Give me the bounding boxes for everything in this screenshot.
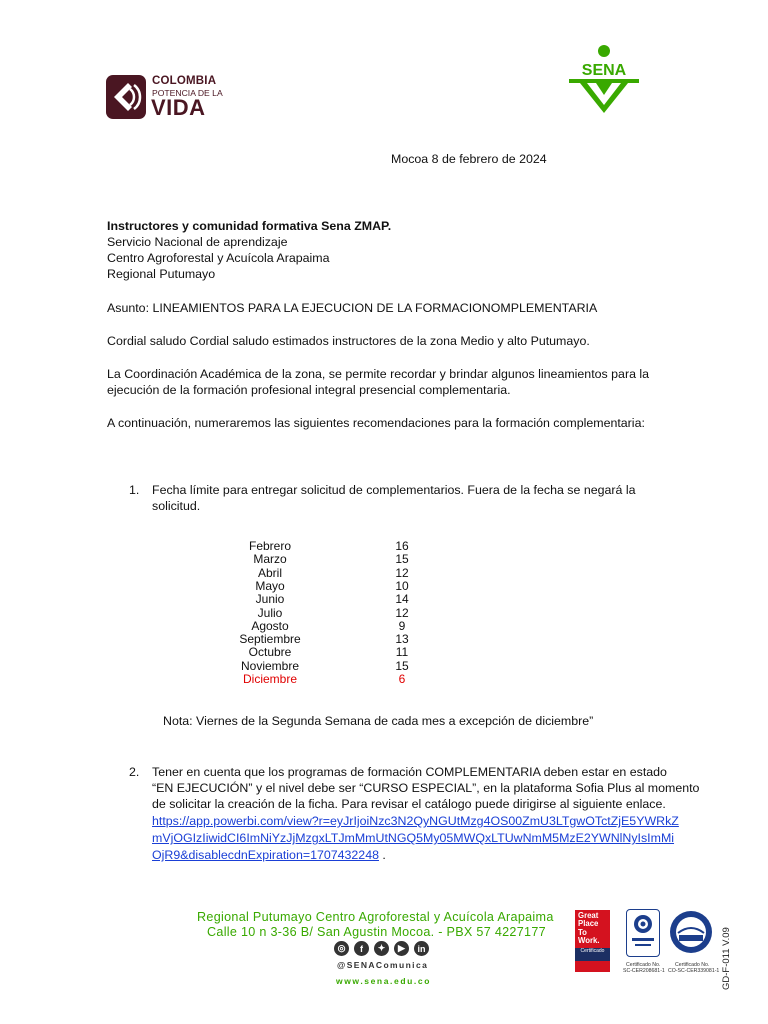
footer-address-line-1: Regional Putumayo Centro Agroforestal y Acuícola Arapaima — [197, 910, 554, 924]
deadline-row — [232, 646, 412, 659]
deadline-month: Febrero — [248, 539, 292, 553]
deadline-row — [232, 580, 412, 593]
deadline-row — [232, 540, 412, 553]
deadline-row — [232, 607, 412, 620]
deadline-day: 9 — [398, 618, 406, 633]
deadline-row — [232, 633, 412, 646]
deadline-month: Septiembre — [239, 632, 301, 647]
deadline-note: Nota: Viernes de la Segunda Semana de cada mes a excepción de diciembre” — [163, 714, 594, 728]
intro-line-1: La Coordinación Académica de la zona, se permite recordar y brindar algunos lineamientos para la — [107, 367, 650, 381]
deadline-day: 15 — [395, 552, 409, 567]
item-1-line-1: Fecha límite para entregar solicitud de complementarios. Fuera de la fecha se negará la — [152, 483, 636, 497]
gptw-certified-bar: Certificado — [575, 948, 610, 961]
youtube-icon[interactable]: ▶ — [394, 941, 409, 956]
deadline-day: 16 — [395, 539, 409, 553]
colombia-logo-vida: VIDA — [151, 95, 206, 120]
icontec-icon — [627, 910, 659, 956]
catalog-link-line-3-wrapper — [152, 847, 386, 864]
intro-line-2: ejecución de la formación profesional integral presencial complementaria. — [107, 383, 511, 397]
deadline-row — [232, 567, 412, 580]
deadline-day: 13 — [395, 632, 409, 647]
deadline-month: Julio — [257, 605, 283, 620]
deadline-row — [232, 660, 412, 673]
iqnet-certification — [668, 909, 714, 959]
recipient-line-1: Instructores y comunidad formativa Sena ZMAP. — [107, 219, 392, 233]
document-code: GD-F-011 V.09 — [721, 927, 732, 990]
letter-greeting: Cordial saludo Cordial saludo estimados instructores de la zona Medio y alto Putumayo. — [107, 334, 590, 348]
cert-2-number: CO-SC-CER339081-1 — [668, 968, 720, 974]
deadline-day: 6 — [398, 672, 406, 686]
deadline-month: Junio — [255, 592, 285, 607]
cert-1-number: SC-CER208681-1 — [623, 968, 665, 974]
footer-website[interactable]: www.sena.edu.co — [336, 976, 432, 986]
great-place-to-work-badge — [575, 910, 610, 972]
deadline-month: Marzo — [253, 552, 287, 567]
catalog-link-line-3[interactable]: OjR9&disablecdnExpiration=1707432248 — [152, 848, 379, 862]
icontec-certification — [623, 909, 661, 959]
deadline-day: 11 — [395, 645, 409, 660]
deadline-row — [232, 620, 412, 633]
deadline-row — [232, 593, 412, 606]
deadline-month: Octubre — [248, 645, 292, 660]
deadline-day: 15 — [395, 658, 409, 673]
recipient-line-3: Centro Agroforestal y Acuícola Arapaima — [107, 251, 330, 265]
deadline-month: Mayo — [255, 578, 285, 593]
gptw-line-4: Work. — [578, 936, 600, 946]
sena-logo-text: SENA — [581, 62, 627, 79]
gptw-line-1: Great — [578, 911, 599, 920]
item-2-line-1: Tener en cuenta que los programas de formación COMPLEMENTARIA deben estar en estado — [152, 765, 667, 779]
item-2-line-2: “EN EJECUCIÓN” y el nivel debe ser “CURSO ESPECIAL”, en la plataforma Sofia Plus al momento — [152, 781, 700, 795]
deadline-month: Noviembre — [240, 658, 300, 673]
item-2-line-3: de solicitar la creación de la ficha. Para revisar el catálogo puede dirigirse al siguiente enlace. — [152, 797, 666, 811]
deadline-row-highlighted — [232, 673, 412, 686]
catalog-link-suffix: . — [378, 848, 386, 862]
deadline-day: 14 — [395, 592, 409, 607]
facebook-icon[interactable]: f — [354, 941, 369, 956]
catalog-link-line-2[interactable]: mVjOGIzIiwidCI6ImNiYzJjMzgxLTJmMmUtNGQ5My05MWQxLTUwNmM5MzE2YWNlNyIsImMi — [152, 831, 675, 845]
colombia-logo-subtitle: POTENCIA DE LA — [152, 88, 223, 98]
deadline-day: 12 — [395, 605, 409, 620]
cert-2-caption: Certificado No. — [675, 962, 710, 968]
sena-logo — [566, 43, 642, 117]
deadline-month: Abril — [257, 565, 282, 580]
letter-date: Mocoa 8 de febrero de 2024 — [391, 152, 547, 166]
instagram-icon[interactable]: ◎ — [334, 941, 349, 956]
deadline-month: Diciembre — [242, 672, 297, 686]
gptw-line-2: Place — [578, 919, 599, 929]
twitter-icon[interactable]: ✦ — [374, 941, 389, 956]
social-icons — [334, 941, 438, 957]
colombia-logo — [106, 74, 226, 120]
gptw-text — [578, 912, 600, 946]
recipient-line-4: Regional Putumayo — [107, 267, 216, 281]
linkedin-icon[interactable]: in — [414, 941, 429, 956]
social-handle: @SENAComunica — [337, 960, 429, 970]
sena-logo-icon — [566, 43, 642, 117]
cert-1-caption: Certificado No. — [626, 962, 661, 968]
footer-address-line-2: Calle 10 n 3-36 B/ San Agustin Mocoa. - PBX 57 4227177 — [207, 925, 546, 939]
colombia-logo-mark-icon — [106, 75, 146, 119]
colombia-logo-title: COLOMBIA — [152, 75, 217, 87]
item-1-number: 1. — [129, 483, 140, 497]
deadline-day: 10 — [395, 578, 409, 593]
item-2-number: 2. — [129, 765, 140, 779]
deadline-day: 12 — [395, 565, 409, 580]
deadline-month: Agosto — [251, 618, 289, 633]
recipient-line-2: Servicio Nacional de aprendizaje — [107, 235, 288, 249]
deadline-row — [232, 553, 412, 566]
letter-subject: Asunto: LINEAMIENTOS PARA LA EJECUCION DE LA FORMACIONOMPLEMENTARIA — [107, 301, 598, 315]
gptw-line-3: To — [578, 927, 587, 937]
iqnet-icon — [668, 909, 714, 959]
icontec-badge — [626, 909, 660, 957]
catalog-link-line-1[interactable]: https://app.powerbi.com/view?r=eyJrIjoiNzc3N2QyNGUtMzg4OS00ZmU3LTgwOTctZjE5YWRkZ — [152, 814, 679, 828]
continuation-text: A continuación, numeraremos las siguientes recomendaciones para la formación complementaria: — [107, 416, 645, 430]
item-1-line-2: solicitud. — [152, 499, 201, 513]
